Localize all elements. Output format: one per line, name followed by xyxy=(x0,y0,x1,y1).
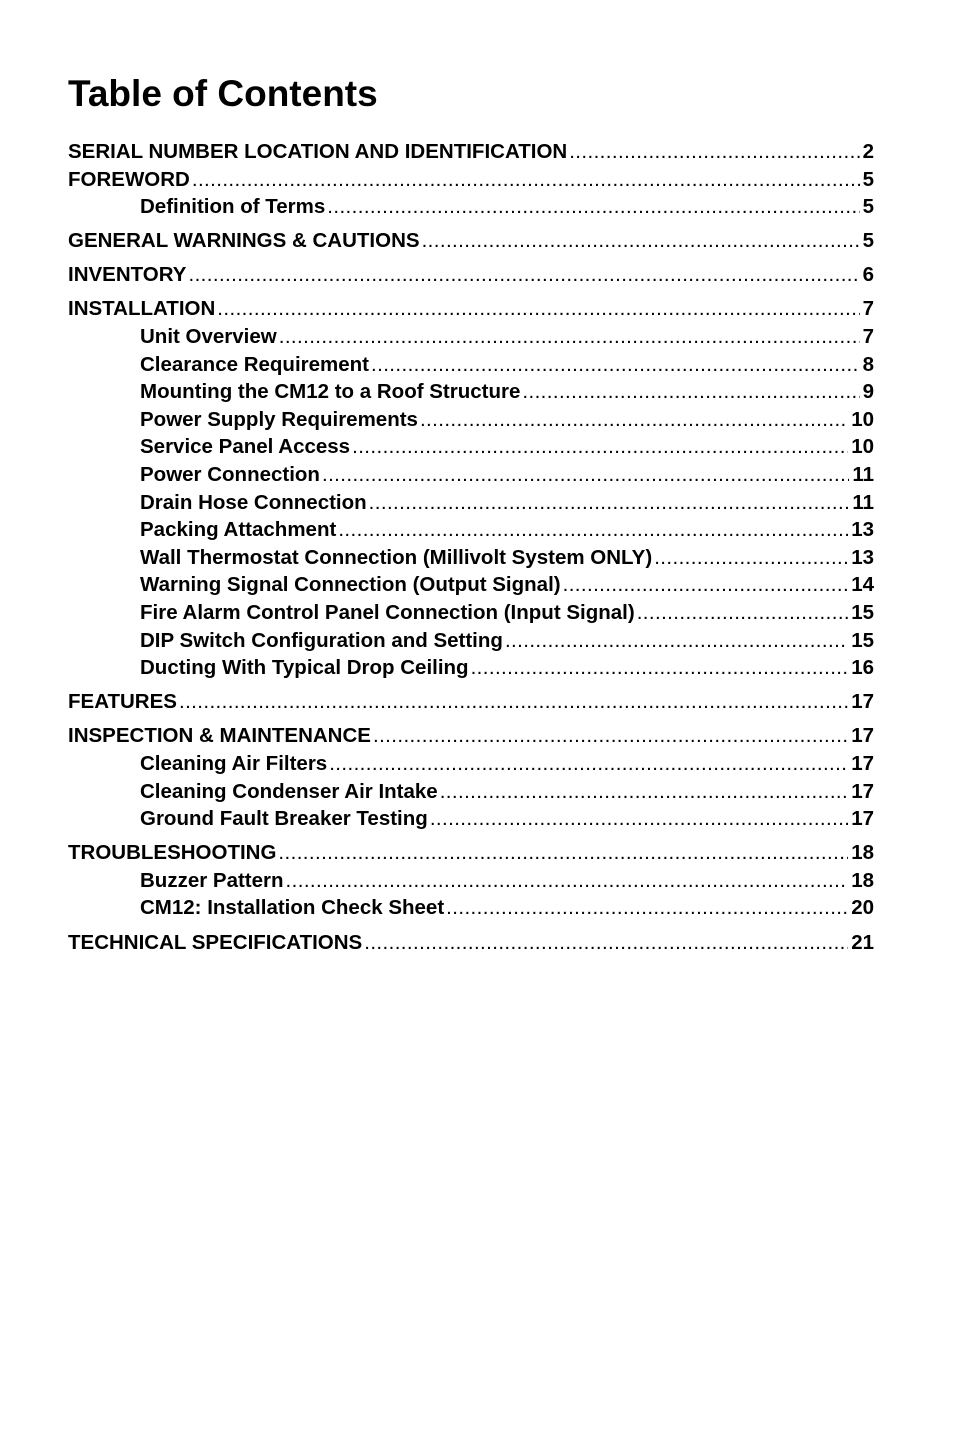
toc-subsection-entry[interactable] xyxy=(68,654,874,682)
toc-dot-leader xyxy=(446,894,848,922)
toc-dot-leader xyxy=(420,406,848,434)
toc-section-entry[interactable] xyxy=(68,929,874,957)
toc-dot-leader xyxy=(522,378,859,406)
toc-page-number: 17 xyxy=(851,779,874,803)
toc-page-number: 13 xyxy=(851,545,874,569)
toc-subsection-entry[interactable] xyxy=(68,544,874,572)
toc-dot-leader xyxy=(338,516,848,544)
toc-subsection-entry[interactable] xyxy=(68,599,874,627)
toc-dot-leader xyxy=(569,138,859,166)
toc-entry-title: Cleaning Air Filters xyxy=(140,751,328,775)
toc-entry-title: Definition of Terms xyxy=(140,195,326,219)
toc-entry-title: Ground Fault Breaker Testing xyxy=(140,807,428,831)
toc-page-number: 11 xyxy=(852,463,874,487)
toc-dot-leader xyxy=(278,839,848,867)
toc-page-number: 8 xyxy=(862,352,874,376)
toc-section-entry[interactable] xyxy=(68,166,874,194)
toc-dot-leader xyxy=(279,323,860,351)
toc-page-number: 10 xyxy=(851,407,874,431)
toc-subsection-entry[interactable] xyxy=(68,750,874,778)
toc-entry-title: Buzzer Pattern xyxy=(140,868,284,892)
toc-subsection-entry[interactable] xyxy=(68,627,874,655)
toc-section-entry[interactable] xyxy=(68,839,874,867)
toc-subsection-entry[interactable] xyxy=(68,894,874,922)
toc-page-number: 17 xyxy=(851,690,874,714)
toc-entry-title: DIP Switch Configuration and Setting xyxy=(140,628,503,652)
toc-entry-title: Drain Hose Connection xyxy=(140,490,367,514)
toc-entry-title: Packing Attachment xyxy=(140,518,337,542)
toc-page-number: 7 xyxy=(862,297,874,321)
toc-subsection-entry[interactable] xyxy=(68,516,874,544)
toc-page-number: 5 xyxy=(862,195,874,219)
toc-dot-leader xyxy=(422,227,860,255)
toc-dot-leader xyxy=(654,544,848,572)
toc-page-number: 16 xyxy=(851,656,874,680)
toc-page-number: 17 xyxy=(851,724,874,748)
toc-dot-leader xyxy=(430,805,848,833)
toc-entry-title: TECHNICAL SPECIFICATIONS xyxy=(68,930,363,954)
toc-entry-title: SERIAL NUMBER LOCATION AND IDENTIFICATION xyxy=(68,140,568,163)
toc-dot-leader xyxy=(192,166,860,194)
toc-page-number: 5 xyxy=(862,167,874,191)
toc-subsection-entry[interactable] xyxy=(68,433,874,461)
toc-page-number: 9 xyxy=(862,380,874,404)
toc-entry-title: FOREWORD xyxy=(68,167,190,191)
toc-page-number: 20 xyxy=(851,896,874,920)
toc-entry-title: FEATURES xyxy=(68,690,177,714)
toc-dot-leader xyxy=(373,722,848,750)
toc-section-entry[interactable] xyxy=(68,295,874,323)
toc-page-number: 13 xyxy=(851,518,874,542)
toc-section-entry[interactable] xyxy=(68,138,874,166)
toc-subsection-entry[interactable] xyxy=(68,406,874,434)
toc-section-entry[interactable] xyxy=(68,227,874,255)
toc-dot-leader xyxy=(188,261,859,289)
toc-subsection-entry[interactable] xyxy=(68,323,874,351)
toc-entry-title: GENERAL WARNINGS & CAUTIONS xyxy=(68,229,420,253)
toc-entry-title: Service Panel Access xyxy=(140,435,351,459)
toc-section-entry[interactable] xyxy=(68,722,874,750)
toc-dot-leader xyxy=(471,654,849,682)
toc-entry-title: Unit Overview xyxy=(140,325,277,349)
toc-subsection-entry[interactable] xyxy=(68,778,874,806)
toc-entry-title: Mounting the CM12 to a Roof Structure xyxy=(140,380,521,404)
toc-entry-title: INSTALLATION xyxy=(68,297,216,321)
toc-dot-leader xyxy=(369,489,850,517)
toc-subsection-entry[interactable] xyxy=(68,193,874,221)
toc-entry-title: Cleaning Condenser Air Intake xyxy=(140,779,438,803)
toc-page-number: 7 xyxy=(862,325,874,349)
toc-entry-title: Warning Signal Connection (Output Signal) xyxy=(140,573,561,597)
toc-page-number: 6 xyxy=(862,263,874,287)
toc-entry-title: Wall Thermostat Connection (Millivolt System ONLY) xyxy=(140,545,653,569)
toc-subsection-entry[interactable] xyxy=(68,378,874,406)
toc-dot-leader xyxy=(327,193,859,221)
toc-dot-leader xyxy=(440,778,848,806)
table-of-contents xyxy=(68,138,874,956)
toc-section-entry[interactable] xyxy=(68,261,874,289)
toc-dot-leader xyxy=(371,351,860,379)
toc-subsection-entry[interactable] xyxy=(68,489,874,517)
toc-entry-title: Fire Alarm Control Panel Connection (Input Signal) xyxy=(140,601,635,624)
toc-dot-leader xyxy=(563,571,849,599)
toc-page-number: 5 xyxy=(862,229,874,253)
toc-page-number: 15 xyxy=(851,628,874,652)
toc-entry-title: Power Supply Requirements xyxy=(140,407,418,431)
toc-dot-leader xyxy=(329,750,848,778)
toc-subsection-entry[interactable] xyxy=(68,461,874,489)
page-title: Table of Contents xyxy=(68,73,378,114)
toc-dot-leader xyxy=(637,599,849,627)
toc-page-number: 17 xyxy=(851,807,874,831)
toc-page-number: 17 xyxy=(851,751,874,775)
toc-entry-title: CM12: Installation Check Sheet xyxy=(140,896,445,920)
toc-section-entry[interactable] xyxy=(68,688,874,716)
toc-page-number: 2 xyxy=(862,140,874,163)
toc-entry-title: INVENTORY xyxy=(68,263,187,287)
toc-dot-leader xyxy=(505,627,848,655)
toc-entry-title: TROUBLESHOOTING xyxy=(68,841,277,865)
toc-subsection-entry[interactable] xyxy=(68,571,874,599)
toc-page-number: 18 xyxy=(851,841,874,865)
toc-dot-leader xyxy=(364,929,848,957)
toc-dot-leader xyxy=(322,461,849,489)
toc-page-number: 11 xyxy=(852,490,874,514)
toc-dot-leader xyxy=(352,433,848,461)
toc-entry-title: Ducting With Typical Drop Ceiling xyxy=(140,656,469,680)
toc-page-number: 21 xyxy=(851,930,874,954)
toc-subsection-entry[interactable] xyxy=(68,351,874,379)
toc-page-number: 14 xyxy=(851,573,874,597)
toc-subsection-entry[interactable] xyxy=(68,867,874,895)
toc-entry-title: Power Connection xyxy=(140,463,320,487)
toc-entry-title: INSPECTION & MAINTENANCE xyxy=(68,724,371,748)
toc-subsection-entry[interactable] xyxy=(68,805,874,833)
toc-dot-leader xyxy=(179,688,848,716)
toc-dot-leader xyxy=(217,295,859,323)
toc-page-number: 15 xyxy=(851,601,874,624)
toc-page-number: 10 xyxy=(851,435,874,459)
toc-entry-title: Clearance Requirement xyxy=(140,352,370,376)
toc-dot-leader xyxy=(286,867,849,895)
toc-page-number: 18 xyxy=(851,868,874,892)
